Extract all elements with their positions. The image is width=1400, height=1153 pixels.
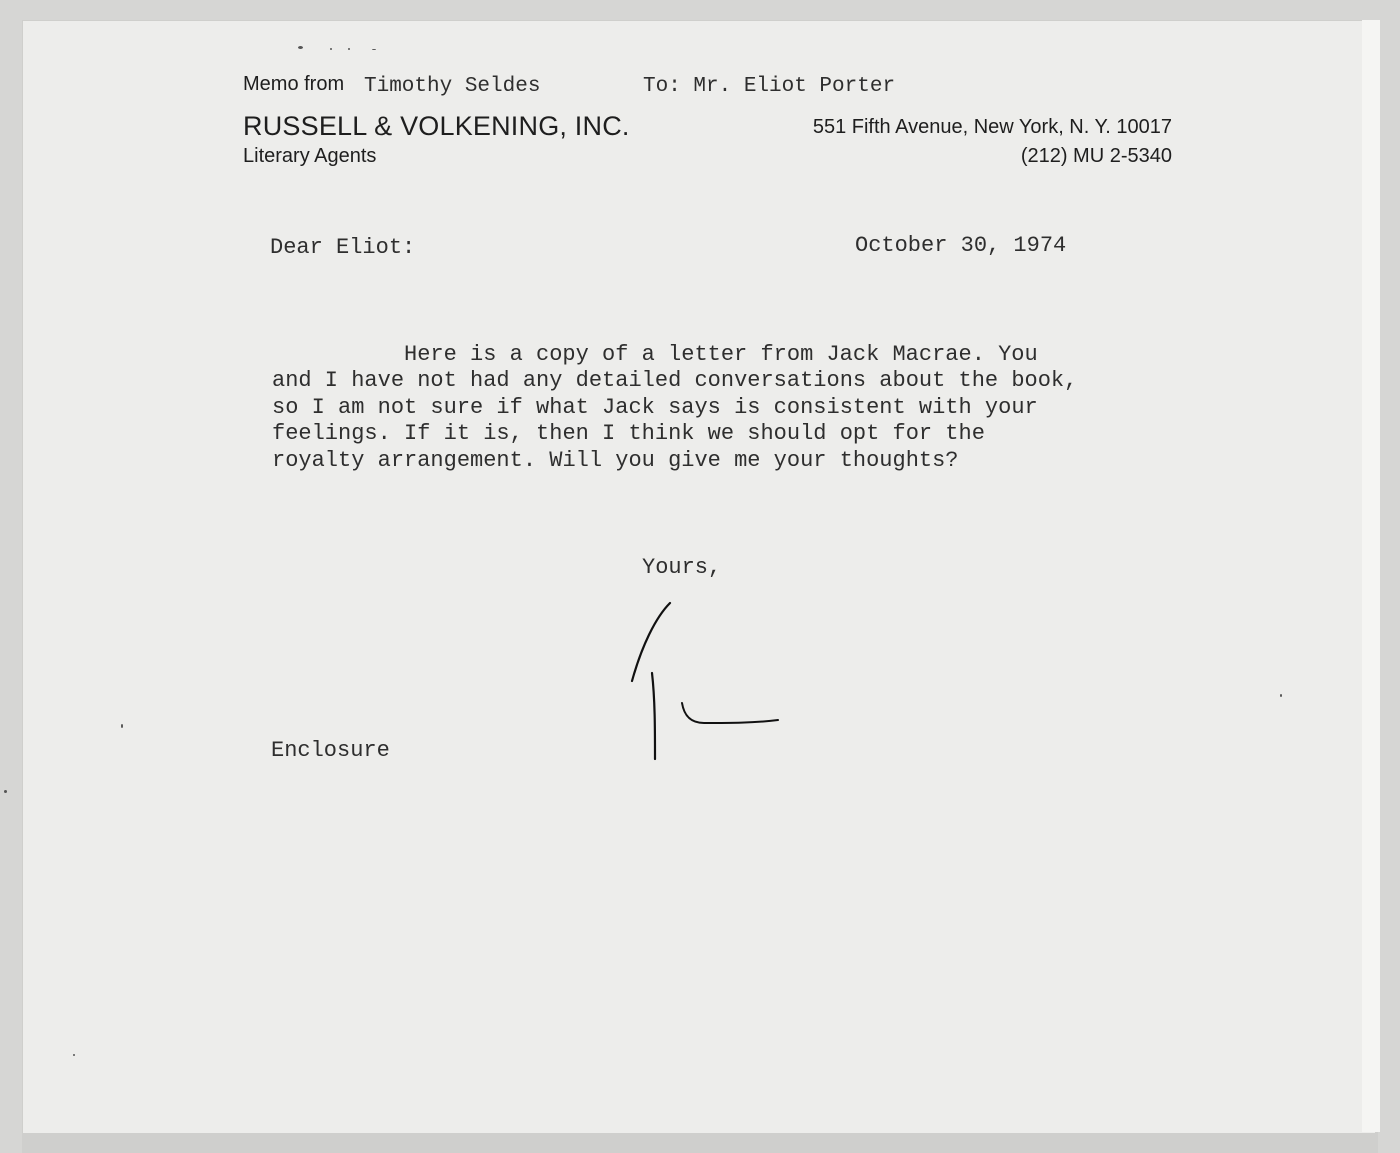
company-phone: (212) MU 2-5340 xyxy=(1020,145,1172,167)
company-address: 551 Fifth Avenue, New York, N. Y. 10017 xyxy=(812,116,1172,138)
body-line-1: Here is a copy of a letter from Jack Macrae. You xyxy=(404,342,1038,367)
paper-speck xyxy=(1280,694,1282,697)
paper-edge xyxy=(1362,20,1380,1132)
paper-speck xyxy=(121,724,123,728)
paper-speck xyxy=(330,48,332,50)
company-tagline: Literary Agents xyxy=(243,145,377,167)
memo-recipient: To: Mr. Eliot Porter xyxy=(643,75,896,98)
body-line-2: and I have not had any detailed conversations about the book, xyxy=(272,368,1078,393)
body-line-3: so I am not sure if what Jack says is consistent with your xyxy=(272,395,1038,420)
memo-label: Memo from xyxy=(243,73,345,95)
salutation: Dear Eliot: xyxy=(270,235,416,260)
closing: Yours, xyxy=(642,555,722,580)
page-shadow xyxy=(22,1131,1378,1153)
paper-speck xyxy=(348,48,350,50)
paper-speck xyxy=(298,46,303,49)
paper-speck xyxy=(4,790,7,793)
memo-sender: Timothy Seldes xyxy=(364,75,541,98)
body-line-5: royalty arrangement. Will you give me your thoughts? xyxy=(272,448,959,473)
company-name: RUSSELL & VOLKENING, INC. xyxy=(243,111,630,141)
paper-speck xyxy=(372,49,376,50)
letter-date: October 30, 1974 xyxy=(855,233,1067,258)
paper-speck xyxy=(73,1054,75,1056)
body-line-4: feelings. If it is, then I think we should opt for the xyxy=(272,421,985,446)
signature xyxy=(620,595,790,765)
enclosure-note: Enclosure xyxy=(271,738,390,763)
